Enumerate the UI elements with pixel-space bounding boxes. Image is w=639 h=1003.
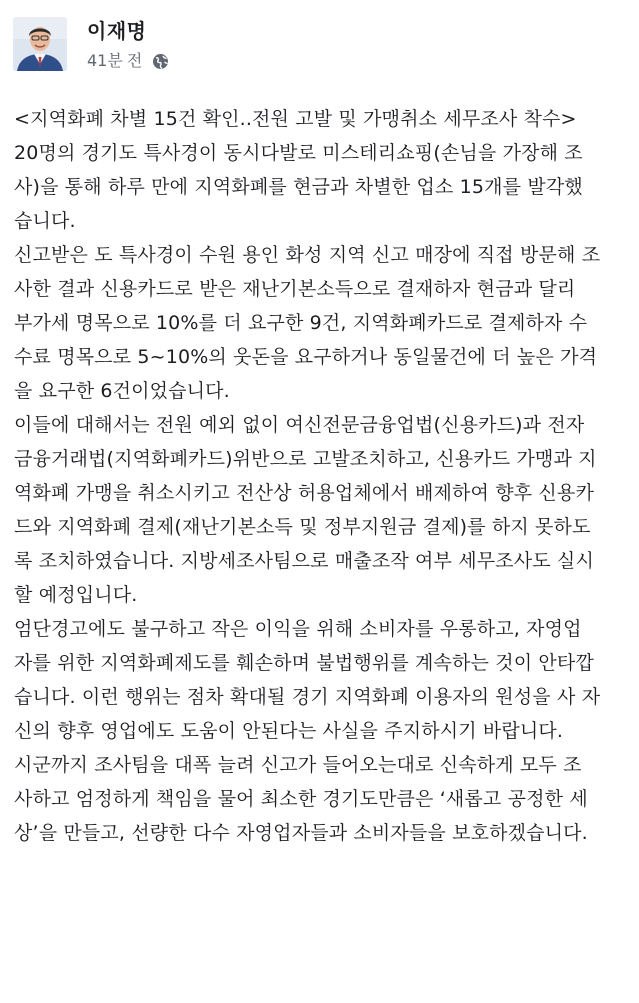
post-paragraph-2: 신고받은 도 특사경이 수원 용인 화성 지역 신고 매장에 직접 방문해 조 사한 결과 신용카드로 받은 재난기본소득으로 결재하자 현금과 달리 부가세 명목으로 10%를 더 요구한 9건, 지역화폐카드로 결제하자 수 수료 명목으로 5~10%의 웃돈을 요구하거나 동일물건에 더 높은 가격 을 요구한 6건이었습니다. [14,244,601,402]
post-paragraph-1: 20명의 경기도 특사경이 동시다발로 미스테리쇼핑(손님을 가장해 조 사)을 통해 하루 만에 지역화폐를 현금과 차별한 업소 15개를 발각했 습니다. [14,142,583,232]
post-paragraph-5: 시군까지 조사팀을 대폭 늘려 신고가 들어오는대로 신속하게 모두 조 사하고 엄정하게 책임을 물어 최소한 경기도만큼은 ‘새롭고 공정한 세 상’을 만들고, 선량한 다수 자영업자들과 소비자들을 보호하겠습니다. [14,754,588,844]
globe-icon[interactable] [152,53,169,70]
avatar-portrait-icon [13,17,67,71]
avatar[interactable] [13,17,67,71]
author-block [87,17,169,71]
post-header [13,17,169,77]
post-paragraph-4: 엄단경고에도 불구하고 작은 이익을 위해 소비자를 우롱하고, 자영업 자를 위한 지역화폐제도를 훼손하며 불법행위를 계속하는 것이 안타깝 습니다. 이런 행위는 점차 확대될 경기 지역화폐 이용자의 원성을 사 자 신의 향후 영업에도 도움이 안된다는 사실을 주지하시기 바랍니다. [14,618,601,742]
post-time-suffix: 전 [126,51,143,70]
post-time[interactable]: 41분 [87,51,123,70]
author-name[interactable]: 이재명 [87,19,147,43]
post-meta [87,51,169,71]
post-paragraph-3: 이들에 대해서는 전원 예외 없이 여신전문금융업법(신용카드)과 전자 금융거래법(지역화폐카드)위반으로 고발조치하고, 신용카드 가맹과 지 역화폐 가맹을 취소시키고 전산상 허용업체에서 배제하여 향후 신용카 드와 지역화폐 결제(재난기본소득 및 정부지원금 결제)를 하지 못하도 록 조치하였습니다. 지방세조사팀으로 매출조작 여부 세무조사도 실시 할 예정입니다. [14,414,597,606]
post-title: <지역화폐 차별 15건 확인..전원 고발 및 가맹취소 세무조사 착수> [14,108,577,130]
post-body [14,102,626,850]
